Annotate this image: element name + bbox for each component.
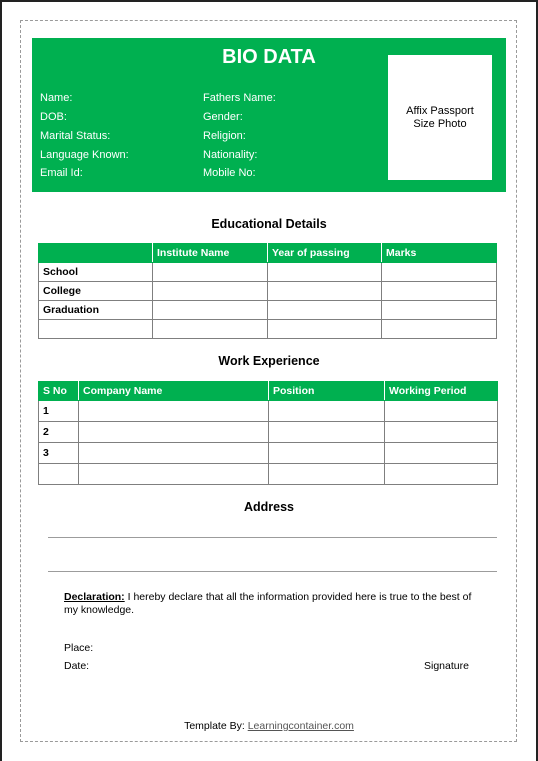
table-header-row: [39, 382, 498, 401]
address-line[interactable]: [48, 571, 497, 572]
footer-link[interactable]: Learningcontainer.com: [247, 720, 354, 732]
language-known-label: Language Known:: [40, 149, 129, 161]
email-id-label: Email Id:: [40, 167, 83, 179]
column-header: [39, 244, 153, 263]
table-row: [39, 443, 498, 464]
row-label: College: [39, 282, 153, 301]
biodata-header: [32, 38, 506, 192]
row-number: 1: [39, 401, 79, 422]
table-header-row: [39, 244, 497, 263]
table-cell[interactable]: [269, 443, 385, 464]
education-table: [38, 243, 497, 339]
dob-label: DOB:: [40, 111, 67, 123]
table-cell[interactable]: [382, 282, 497, 301]
photo-placeholder: [388, 55, 492, 180]
signature-label: Signature: [424, 660, 469, 672]
religion-label: Religion:: [203, 130, 246, 142]
marital-status-label: Marital Status:: [40, 130, 111, 142]
table-cell[interactable]: [268, 301, 382, 320]
declaration-label: Declaration:: [64, 591, 125, 603]
table-cell[interactable]: [79, 401, 269, 422]
education-title: Educational Details: [211, 217, 327, 231]
column-header: S No: [39, 382, 79, 401]
table-cell[interactable]: [153, 263, 268, 282]
table-cell[interactable]: [79, 464, 269, 485]
table-cell[interactable]: [268, 320, 382, 339]
table-cell[interactable]: [79, 443, 269, 464]
table-cell[interactable]: [269, 401, 385, 422]
photo-caption-line1: Affix Passport: [406, 104, 474, 117]
photo-caption-line2: Size Photo: [413, 117, 467, 130]
column-header: Working Period: [385, 382, 498, 401]
column-header: Company Name: [79, 382, 269, 401]
column-header: Marks: [382, 244, 497, 263]
row-number[interactable]: [39, 464, 79, 485]
address-line[interactable]: [48, 537, 497, 538]
table-cell[interactable]: [268, 263, 382, 282]
table-cell[interactable]: [79, 422, 269, 443]
table-row: [39, 401, 498, 422]
table-cell[interactable]: [382, 301, 497, 320]
table-cell[interactable]: [153, 282, 268, 301]
table-row: [39, 422, 498, 443]
declaration: [64, 591, 474, 617]
work-experience-table: [38, 381, 498, 485]
table-cell[interactable]: [153, 301, 268, 320]
table-row: [39, 263, 497, 282]
table-cell[interactable]: [385, 443, 498, 464]
page-edge: [0, 0, 2, 761]
table-cell[interactable]: [268, 282, 382, 301]
table-cell[interactable]: [382, 320, 497, 339]
row-label: School: [39, 263, 153, 282]
page-title: BIO DATA: [222, 46, 316, 68]
footer-prefix: Template By:: [184, 720, 248, 732]
table-cell[interactable]: [385, 422, 498, 443]
table-cell[interactable]: [269, 464, 385, 485]
table-row: [39, 282, 497, 301]
nationality-label: Nationality:: [203, 149, 258, 161]
date-label: Date:: [64, 660, 90, 672]
gender-label: Gender:: [203, 111, 243, 123]
column-header: Year of passing: [268, 244, 382, 263]
table-cell[interactable]: [153, 320, 268, 339]
row-label: Graduation: [39, 301, 153, 320]
place-label: Place:: [64, 642, 94, 654]
name-label: Name:: [40, 92, 73, 104]
table-row: [39, 320, 497, 339]
row-number: 3: [39, 443, 79, 464]
footer-credit: [0, 720, 538, 732]
row-number: 2: [39, 422, 79, 443]
table-cell[interactable]: [269, 422, 385, 443]
table-row: [39, 301, 497, 320]
mobile-no-label: Mobile No:: [203, 167, 256, 179]
table-cell[interactable]: [385, 401, 498, 422]
fathers-name-label: Fathers Name:: [203, 92, 276, 104]
page-edge: [0, 0, 538, 2]
work-experience-title: Work Experience: [218, 354, 320, 368]
table-row: [39, 464, 498, 485]
address-title: Address: [243, 500, 295, 514]
table-cell[interactable]: [382, 263, 497, 282]
declaration-text: I hereby declare that all the information provided here is true to the best of my knowledge.: [64, 591, 472, 616]
table-cell[interactable]: [385, 464, 498, 485]
column-header: Institute Name: [153, 244, 268, 263]
column-header: Position: [269, 382, 385, 401]
row-label[interactable]: [39, 320, 153, 339]
